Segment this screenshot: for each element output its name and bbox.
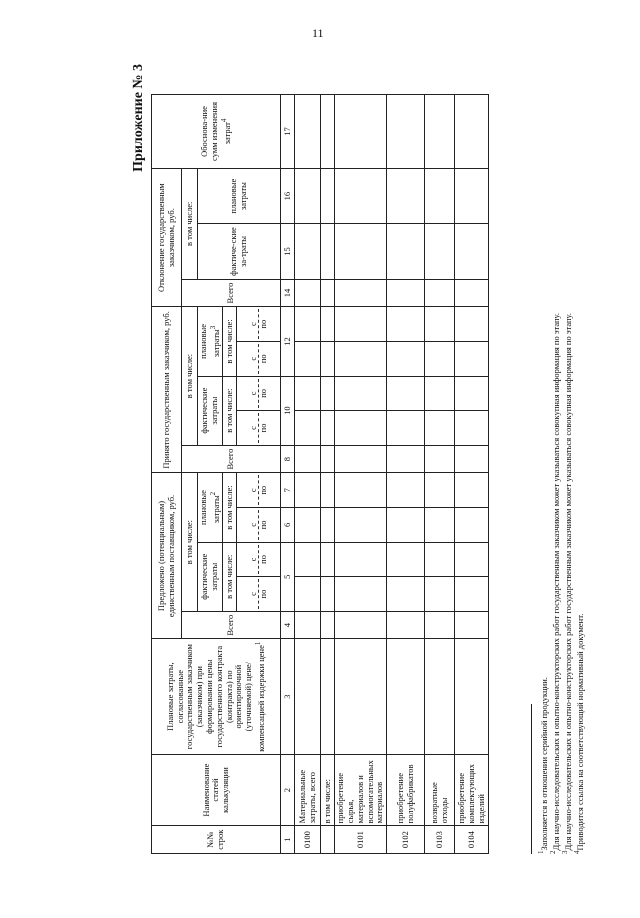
column-number: 6	[281, 508, 295, 543]
header-including: в том числе:	[223, 542, 237, 611]
column-number: 1	[281, 826, 295, 854]
column-number: 12	[281, 307, 295, 376]
header-including: в том числе:	[182, 473, 198, 611]
header-rejected-group: Отклонение государственным заказчиком, руб.	[152, 168, 182, 306]
page-number: 11	[312, 26, 324, 40]
header-including: в том числе:	[223, 376, 237, 445]
column-number: 4	[281, 611, 295, 639]
header-from-to: с по	[237, 577, 281, 612]
header-including: в том числе:	[182, 168, 198, 279]
header-item-name: Наименование статей калькуляции	[152, 754, 281, 826]
calculation-table	[151, 94, 489, 854]
header-fact-short: фактиче-ские за-траты	[198, 224, 281, 279]
row-name: приобретение полуфабрикатов	[387, 754, 425, 826]
column-number: 16	[281, 168, 295, 223]
header-from-to: с по	[237, 376, 281, 411]
row-number	[321, 826, 335, 854]
header-including: в том числе:	[223, 473, 237, 542]
header-including: в том числе:	[182, 307, 198, 445]
header-from-to: с по	[237, 341, 281, 376]
footnote-rule	[531, 704, 532, 854]
column-number: 7	[281, 473, 295, 508]
header-from-to: с по	[237, 307, 281, 342]
table-row	[455, 95, 489, 854]
header-fact-costs: фактические затраты	[198, 376, 223, 445]
row-name: Материальные затраты, всего	[295, 754, 321, 826]
row-name: приобретение сырья, материалов и вспомогательных материалов	[335, 754, 387, 826]
header-from-to: с по	[237, 508, 281, 543]
column-number: 8	[281, 445, 295, 473]
row-number: 0101	[335, 826, 387, 854]
column-number: 14	[281, 279, 295, 307]
row-number: 0100	[295, 826, 321, 854]
column-number: 17	[281, 95, 295, 169]
rotated-page-content	[125, 64, 605, 854]
header-from-to: с по	[237, 473, 281, 508]
footnote: $^4$Приводится ссылка на соответствующий нормативный документ.	[573, 613, 585, 854]
appendix-title: Приложение № 3	[131, 64, 146, 172]
footnote: $^1$Заполняется в отношении серийной продукции.	[537, 677, 549, 854]
header-proposed-group: Предложено (потенциальным) единственным поставщиком, руб.	[152, 473, 182, 639]
row-number: 0104	[455, 826, 489, 854]
column-number: 2	[281, 754, 295, 826]
row-name: возвратные отходы	[425, 754, 455, 826]
header-accepted-group: Принято государственным заказчиком, руб.	[152, 307, 182, 473]
row-number: 0102	[387, 826, 425, 854]
table-row	[387, 95, 425, 854]
column-number: 15	[281, 224, 295, 279]
table-row	[425, 95, 455, 854]
header-from-to: с по	[237, 411, 281, 446]
column-number: 5	[281, 542, 295, 611]
header-including: в том числе:	[223, 307, 237, 376]
table-row	[321, 95, 335, 854]
table-row	[335, 95, 387, 854]
table-row	[295, 95, 321, 854]
row-name: приобретение комплектующих изделий	[455, 754, 489, 826]
column-number: 10	[281, 376, 295, 445]
header-row-number: №№ строк	[152, 826, 281, 854]
header-total: Всего	[182, 279, 281, 307]
row-name: в том числе:	[321, 754, 335, 826]
row-number: 0103	[425, 826, 455, 854]
header-plan-short: плановые затраты	[198, 168, 281, 223]
header-from-to: с по	[237, 542, 281, 577]
header-total: Всего	[182, 445, 281, 473]
footnote: $^3$Для научно-исследовательских и опытно-конструкторских работ государственным заказчиком может указываться совокупная информация по этапу.	[561, 312, 573, 854]
column-number: 3	[281, 639, 295, 754]
header-fact-costs: фактические затраты	[198, 542, 223, 611]
header-plan-costs: плановые затраты$^3$	[198, 307, 223, 376]
header-justification: Обоснова-ние сумм изменения затрат$^4$	[152, 95, 281, 169]
header-total: Всего	[182, 611, 281, 639]
header-plan-costs: плановые затраты$^2$	[198, 473, 223, 542]
header-planned-costs: Плановые затраты, согласованные государственным заказчиком (заказчиком) при формировании цены государственного контракта (контракта) по ориентировочной (уточняемой) цене/ компенсацией издержки цене$^1$	[152, 639, 281, 754]
footnote: $^2$Для научно-исследовательских и опытно-конструкторских работ государственным заказчиком может указываться совокупная информация по этапу.	[549, 312, 561, 854]
